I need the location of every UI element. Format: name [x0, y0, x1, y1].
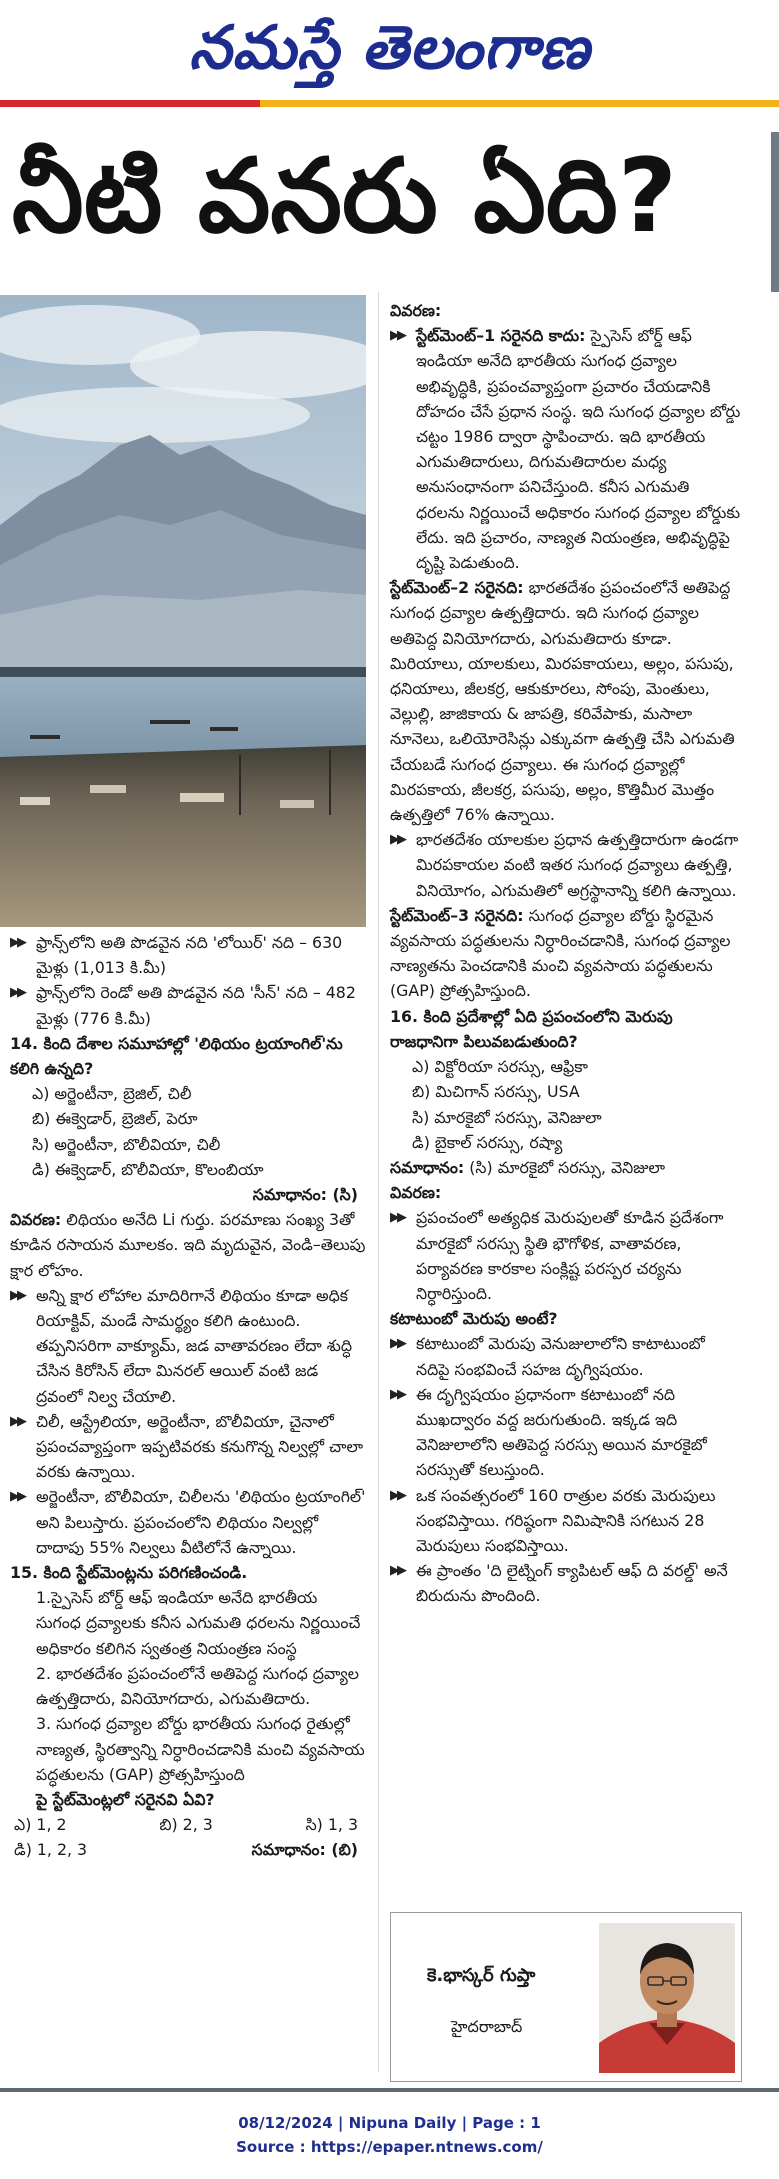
q15-statement-3: 3. సుగంధ ద్రవ్యాల బోర్డు భారతీయ సుగంధ రైతుల్లో నాణ్యత, స్థిరత్వాన్ని నిర్ధారించడానికి మంచి వ్యవసాయ పద్ధతులను (GAP) ప్రోత్సహిస్తుంది	[36, 1714, 365, 1784]
q16-option-a: ఎ) విక్టోరియా సరస్సు, ఆఫ్రికా	[412, 1057, 588, 1077]
q16-answer: సమాధానం: (సి) మారకైబో సరస్సు, వెనిజులా	[390, 1157, 666, 1177]
explanation-point: ▶▶ అన్ని క్షార లోహాల మాదిరిగానే లిథియం కూడా అధిక రియాక్టివ్, మండే సామర్థ్యం కలిగి ఉంటుంది. తప్పనిసరిగా వాక్యూమ్, జడ వాతావరణం లేదా శుద్ధి చేసిన కిరోసిన్ లేదా మినరల్ ఆయిల్ వంటి జడ ద్రవంలో నిల్వ చేయాలి.	[10, 1283, 366, 1409]
q15-statement-1: 1.స్పైసెస్ బోర్డ్ ఆఫ్ ఇండియా అనేది భారతీయ సుగంధ ద్రవ్యాలకు కనీస ఎగుమతి ధరలను నిర్ణయించే అధికారం కలిగిన స్వతంత్ర నియంత్రణ సంస్థ	[36, 1588, 361, 1658]
arrow-bullet-icon: ▶▶	[10, 1287, 24, 1303]
catatumbo-point: ▶▶ ఈ ప్రాంతం 'ది లైట్నింగ్ క్యాపిటల్ ఆఫ్ ది వరల్డ్' అనే బిరుదును పొందింది.	[390, 1558, 742, 1608]
catatumbo-point: ▶▶ ఒక సంవత్సరంలో 160 రాత్రుల వరకు మెరుపులు సంభవిస్తాయి. గరిష్ఠంగా నిమిషానికి సగటున 28 మెరుపులు సంభవిస్తాయి.	[390, 1483, 742, 1559]
q15-option-a: ఎ) 1, 2	[14, 1815, 67, 1835]
arrow-bullet-icon: ▶▶	[390, 1563, 404, 1579]
author-name: కె.భాస్కర్ గుప్తా	[427, 1965, 536, 1986]
footer-date-line: 08/12/2024 | Nipuna Daily | Page : 1	[238, 2114, 541, 2132]
arrow-bullet-icon: ▶▶	[10, 985, 24, 1001]
q14-explanation: వివరణ: లిథియం అనేది Li గుర్తు. పరమాణు సంఖ్య 3తో కూడిన రసాయన మూలకం. ఇది మృదువైన, వెండి–తెలుపు క్షార లోహం.	[10, 1210, 366, 1280]
bottom-rule	[0, 2088, 779, 2092]
q15-options-row	[10, 1812, 366, 1837]
statement-2-explanation: స్టేట్‌మెంట్–2 సరైనది: భారతదేశం ప్రపంచంలోనే అతిపెద్ద సుగంధ ద్రవ్యాల ఉత్పత్తిదారు. ఇది సుగంధ ద్రవ్యాల అతిపెద్ద వినియోగదారు, ఎగుమతిదారు కూడా. మిరియాలు, యాలకులు, మిరపకాయలు, అల్లం, పసుపు, ధనియాలు, జీలకర్ర, ఆకుకూరలు, సోంపు, మెంతులు, వెల్లుల్లి, జాజికాయ & జాపత్రి, కరివేపాకు, మసాలా నూనెలు, ఒలియోరెసిన్లు ఎక్కువగా ఉత్పత్తి చేసి ఎగుమతి చేయబడే సుగంధ ద్రవ్యాలు. ఈ సుగంధ ద్రవ్యాల్లో మిరపకాయ, జీలకర్ర, పసుపు, అల్లం, కొత్తిమీర మొత్తం ఉత్పత్తిలో 76% ఉన్నాయి.	[390, 578, 735, 825]
right-column	[390, 298, 742, 1609]
catatumbo-point: ▶▶ కటాటుంబో మెరుపు వెనుజులాలోని కాటాటుంబో నదిపై సంభవించే సహజ దృగ్విషయం.	[390, 1331, 742, 1381]
column-divider	[378, 292, 379, 2072]
catatumbo-point: ▶▶ ఈ దృగ్విషయం ప్రధానంగా కటాటుంబో నది ముఖద్వారం వద్ద జరుగుతుంది. ఇక్కడ ఇది వెనిజులాలోని అతిపెద్ద సరస్సు అయిన మారకైబో సరస్సుతో కలుస్తుంది.	[390, 1382, 742, 1483]
masthead-red-bar	[0, 100, 260, 107]
q14-option-b: బి) ఈక్వెడార్, బ్రెజిల్, పెరూ	[32, 1109, 198, 1129]
explanation-point: ▶▶ చిలీ, ఆస్ట్రేలియా, అర్జెంటీనా, బొలీవియా, చైనాలో ప్రపంచవ్యాప్తంగా ఇప్పటివరకు కనుగొన్న నిల్వల్లో చాలా వరకు ఉన్నాయి.	[10, 1409, 366, 1485]
arrow-bullet-icon: ▶▶	[390, 1336, 404, 1352]
q16-option-c: సి) మారకైబో సరస్సు, వెనిజులా	[412, 1107, 602, 1127]
statement-3-explanation: స్టేట్‌మెంట్–3 సరైనది: సుగంధ ద్రవ్యాల బోర్డు స్థిరమైన వ్యవసాయ పద్ధతులను నిర్ధారించడానికి, సుగంధ ద్రవ్యాల నాణ్యతను పెంచడానికి మంచి వ్యవసాయ పద్ధతులను (GAP) ప్రోత్సహిస్తుంది.	[390, 905, 731, 1001]
q14-option-d: డి) ఈక్వెడార్, బొలీవియా, కొలంబియా	[32, 1159, 264, 1179]
q15-options-row	[10, 1837, 366, 1862]
left-column	[10, 930, 366, 1863]
q15-option-b: బి) 2, 3	[159, 1815, 213, 1835]
masthead-yellow-bar	[260, 100, 779, 107]
explanation-heading: వివరణ:	[390, 1183, 442, 1203]
explanation-heading: వివరణ:	[390, 301, 442, 320]
statement-2-point: ▶▶ భారతదేశం యాలకుల ప్రధాన ఉత్పత్తిదారుగా ఉండగా మిరపకాయల వంటి ఇతర సుగంధ ద్రవ్యాలు ఉత్పత్తి, వినియోగం, ఎగుమతిలో అగ్రస్థానాన్ని కలిగి ఉన్నాయి.	[390, 827, 742, 903]
arrow-bullet-icon: ▶▶	[10, 1489, 24, 1505]
author-box	[390, 1912, 742, 2082]
q14-option-c: సి) అర్జెంటీనా, బొలీవియా, చిలీ	[32, 1134, 221, 1154]
q14-answer: సమాధానం: (సి)	[252, 1185, 358, 1205]
question-16: 16. కింది ప్రదేశాల్లో ఏది ప్రపంచంలోని మెరుపు రాజధానిగా పిలువబడుతుంది?	[390, 1006, 673, 1051]
catatumbo-heading: కటాటుంబో మెరుపు అంటే?	[390, 1309, 558, 1329]
edge-strip	[771, 132, 779, 292]
arrow-bullet-icon: ▶▶	[10, 935, 24, 950]
footer-source-line: Source : https://epaper.ntnews.com/	[236, 2138, 543, 2156]
newspaper-logo: నమస్తే తెలంగాణ	[188, 13, 591, 83]
q16-option-b: బి) మిచిగాన్ సరస్సు, USA	[412, 1082, 580, 1102]
q15-option-c: సి) 1, 3	[305, 1815, 358, 1835]
statement-1-explanation: ▶▶ స్టేట్‌మెంట్–1 సరైనది కాదు: స్పైసెస్ బోర్డ్ ఆఫ్ ఇండియా అనేది భారతీయ సుగంధ ద్రవ్యాల అభివృద్ధికి, ప్రపంచవ్యాప్తంగా ప్రచారం చేయడానికి దోహదం చేసే ప్రధాన సంస్థ. ఇది సుగంధ ద్రవ్యాల బోర్డు చట్టం 1986 ద్వారా స్థాపించారు. ఇది భారతీయ ఎగుమతిదారులు, దిగుమతిదారుల మధ్య అనుసంధానంగా పనిచేస్తుంది. కనీస ఎగుమతి ధరలను నిర్ణయించే అధికారం సుగంధ ద్రవ్యాల బోర్డుకు లేదు. ఇది ప్రచారం, నాణ్యత నియంత్రణ, అభివృద్ధిపై దృష్టి పెడుతుంది.	[390, 323, 742, 575]
article-headline: నీటి వనరు ఏది?	[12, 137, 677, 256]
arrow-bullet-icon: ▶▶	[390, 328, 404, 344]
author-portrait	[599, 1923, 735, 2073]
arrow-bullet-icon: ▶▶	[10, 1413, 24, 1429]
masthead	[0, 0, 779, 104]
arrow-bullet-icon: ▶▶	[390, 1487, 404, 1503]
lake-photo	[0, 295, 366, 927]
q15-answer: సమాధానం: (బి)	[251, 1840, 358, 1860]
question-14: 14. కింది దేశాల సమూహాల్లో 'లిథియం ట్రయాంగిల్'ను కలిగి ఉన్నది?	[10, 1033, 343, 1079]
arrow-bullet-icon: ▶▶	[390, 1210, 404, 1226]
fact-item: ▶▶ ఫ్రాన్స్‌లోని అతి పొడవైన నది 'లోయిర్' నది – 630 మైళ్లు (1,013 కి.మీ)	[10, 930, 366, 980]
lake-explanation: ▶▶ ప్రపంచంలో అత్యధిక మెరుపులతో కూడిన ప్రదేశంగా మారకైబో సరస్సు స్థితి భౌగోళిక, వాతావరణ, పర్యావరణ కారకాల సంక్లిష్ట పరస్పర చర్యను నిర్ధారిస్తుంది.	[390, 1205, 742, 1306]
question-15: 15. కింది స్టేట్‌మెంట్లను పరిగణించండి.	[10, 1563, 248, 1583]
q15-statement-2: 2. భారతదేశం ప్రపంచంలోనే అతిపెద్ద సుగంధ ద్రవ్యాల ఉత్పత్తిదారు, వినియోగదారు, ఎగుమతిదారు.	[36, 1663, 359, 1709]
author-location: హైదరాబాద్	[451, 2017, 523, 2036]
q15-prompt: పై స్టేట్‌మెంట్లలో సరైనవి ఏవి?	[36, 1789, 215, 1809]
arrow-bullet-icon: ▶▶	[390, 1386, 404, 1402]
q15-option-d: డి) 1, 2, 3	[14, 1840, 88, 1860]
explanation-point: ▶▶ అర్జెంటీనా, బొలీవియా, చిలీలను 'లిథియం ట్రయాంగిల్' అని పిలుస్తారు. ప్రపంచంలోని లిథియం నిల్వల్లో దాదాపు 55% నిల్వలు వీటిలోనే ఉన్నాయి.	[10, 1484, 366, 1560]
fact-item: ▶▶ ఫ్రాన్స్‌లోని రెండో అతి పొడవైన నది 'సీన్' నది – 482 మైళ్లు (776 కి.మీ)	[10, 980, 366, 1030]
q16-option-d: డి) బైకాల్ సరస్సు, రష్యా	[412, 1132, 563, 1152]
arrow-bullet-icon: ▶▶	[390, 832, 404, 848]
q14-option-a: ఎ) అర్జెంటీనా, బ్రెజిల్, చిలీ	[32, 1084, 192, 1104]
